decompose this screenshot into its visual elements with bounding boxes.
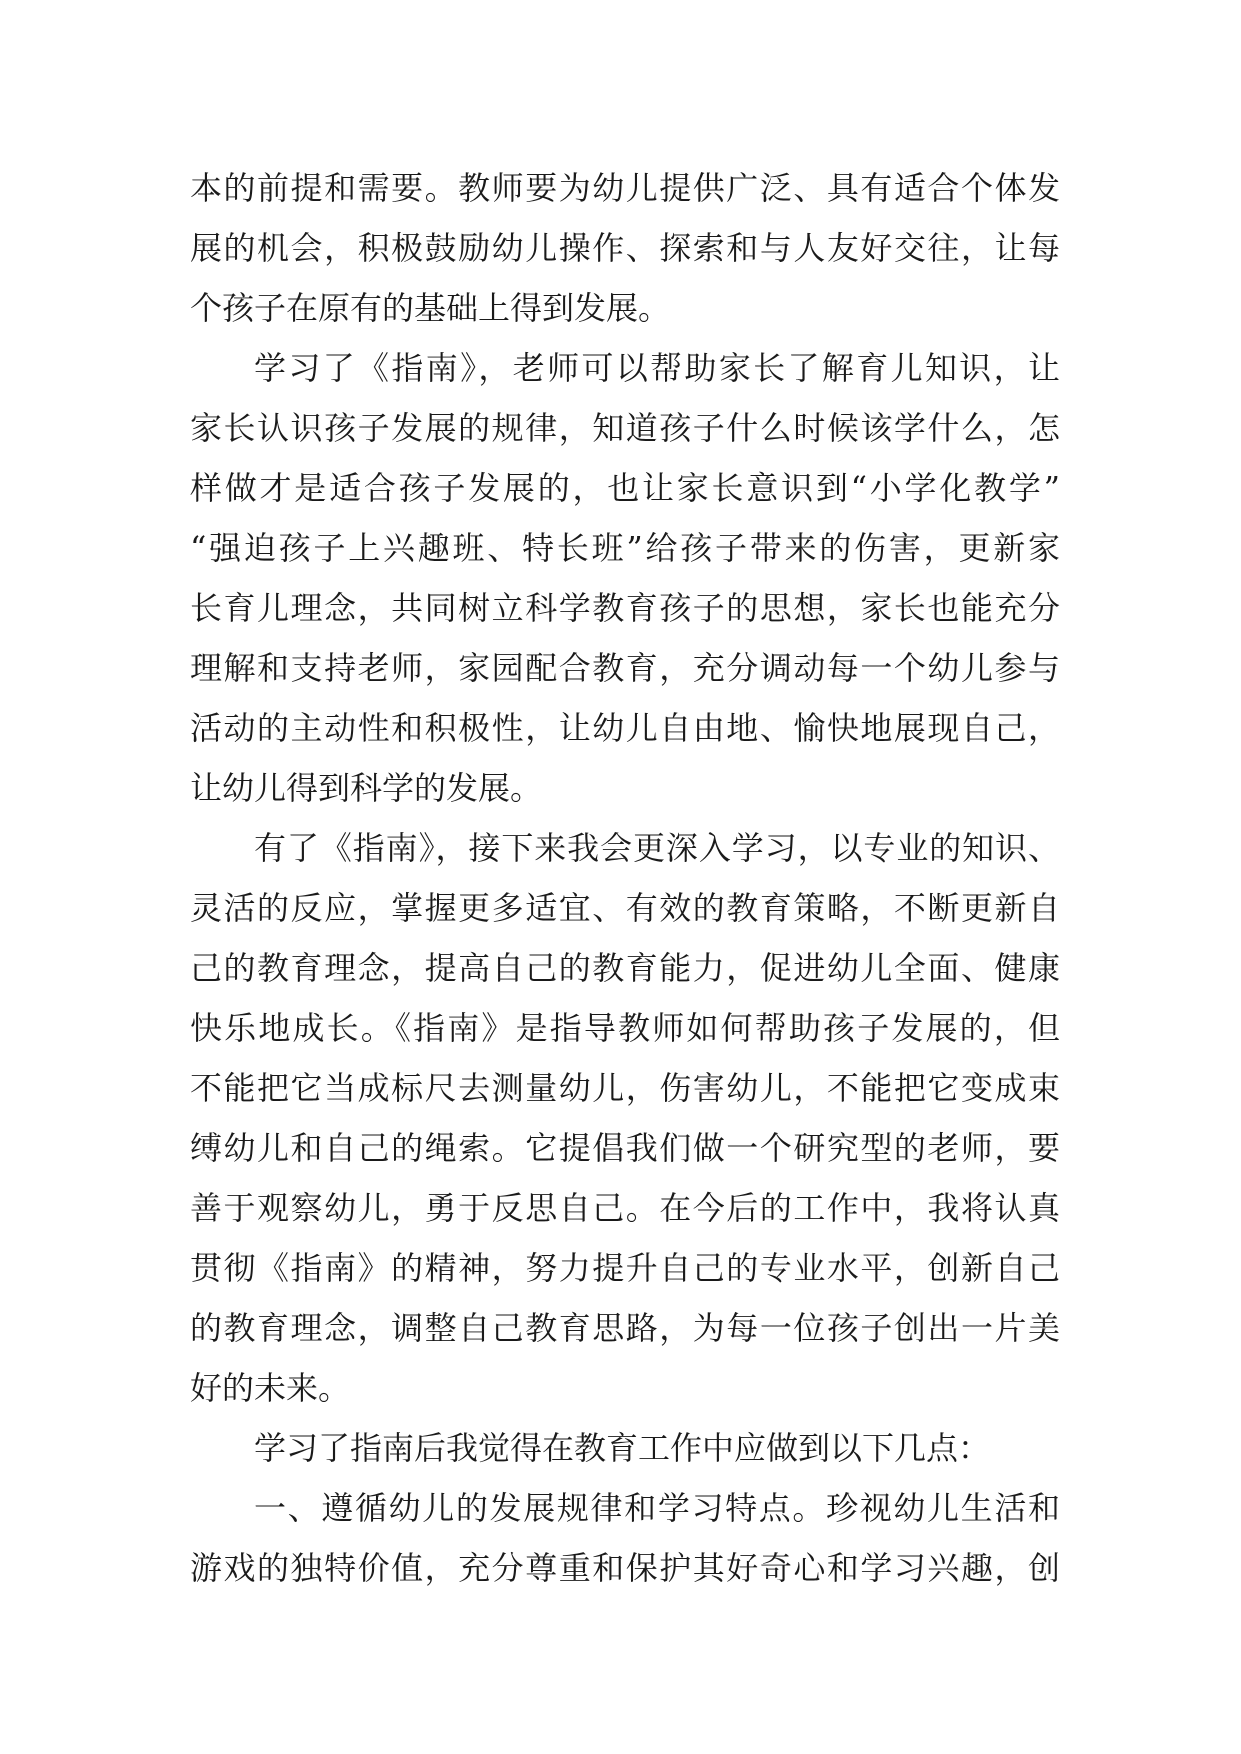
paragraph: [190, 1418, 1060, 1478]
text-line: 贯彻《指南》的精神，努力提升自己的专业水平，创新自己: [190, 1249, 1060, 1287]
text-line: 灵活的反应，掌握更多适宜、有效的教育策略，不断更新自: [190, 889, 1060, 927]
text-line: 个孩子在原有的基础上得到发展。: [190, 289, 671, 327]
text-line: 的教育理念，调整自己教育思路，为每一位孩子创出一片美: [190, 1309, 1060, 1347]
text-line: “强迫孩子上兴趣班、特长班”给孩子带来的伤害，更新家: [190, 529, 1060, 567]
text-line: 有了《指南》，接下来我会更深入学习，以专业的知识、: [254, 829, 1060, 867]
text-line: 活动的主动性和积极性，让幼儿自由地、愉快地展现自己，: [190, 709, 1060, 747]
text-line: 学习了《指南》，老师可以帮助家长了解育儿知识，让: [254, 349, 1060, 387]
text-line: 缚幼儿和自己的绳索。它提倡我们做一个研究型的老师，要: [190, 1129, 1060, 1167]
paragraph: [190, 158, 1060, 338]
paragraph: [190, 818, 1060, 1418]
text-line: 学习了指南后我觉得在教育工作中应做到以下几点：: [254, 1429, 991, 1467]
text-line: 家长认识孩子发展的规律，知道孩子什么时候该学什么，怎: [190, 409, 1060, 447]
text-line: 快乐地成长。《指南》是指导教师如何帮助孩子发展的，但: [190, 1009, 1060, 1047]
text-line: 本的前提和需要。教师要为幼儿提供广泛、具有适合个体发: [190, 169, 1060, 207]
text-line: 好的未来。: [190, 1369, 351, 1407]
text-line: 长育儿理念，共同树立科学教育孩子的思想，家长也能充分: [190, 589, 1060, 627]
paragraph: [190, 1478, 1060, 1598]
text-line: 善于观察幼儿，勇于反思自己。在今后的工作中，我将认真: [190, 1189, 1060, 1227]
body-text: [190, 158, 1060, 1598]
text-line: 己的教育理念，提高自己的教育能力，促进幼儿全面、健康: [190, 949, 1060, 987]
text-line: 一、遵循幼儿的发展规律和学习特点。珍视幼儿生活和: [254, 1489, 1060, 1527]
text-line: 游戏的独特价值，充分尊重和保护其好奇心和学习兴趣，创: [190, 1549, 1060, 1587]
text-line: 样做才是适合孩子发展的，也让家长意识到“小学化教学”: [190, 469, 1060, 507]
paragraph: [190, 338, 1060, 818]
text-line: 不能把它当成标尺去测量幼儿，伤害幼儿，不能把它变成束: [190, 1069, 1060, 1107]
text-line: 展的机会，积极鼓励幼儿操作、探索和与人友好交往，让每: [190, 229, 1060, 267]
text-line: 让幼儿得到科学的发展。: [190, 769, 543, 807]
text-line: 理解和支持老师，家园配合教育，充分调动每一个幼儿参与: [190, 649, 1060, 687]
